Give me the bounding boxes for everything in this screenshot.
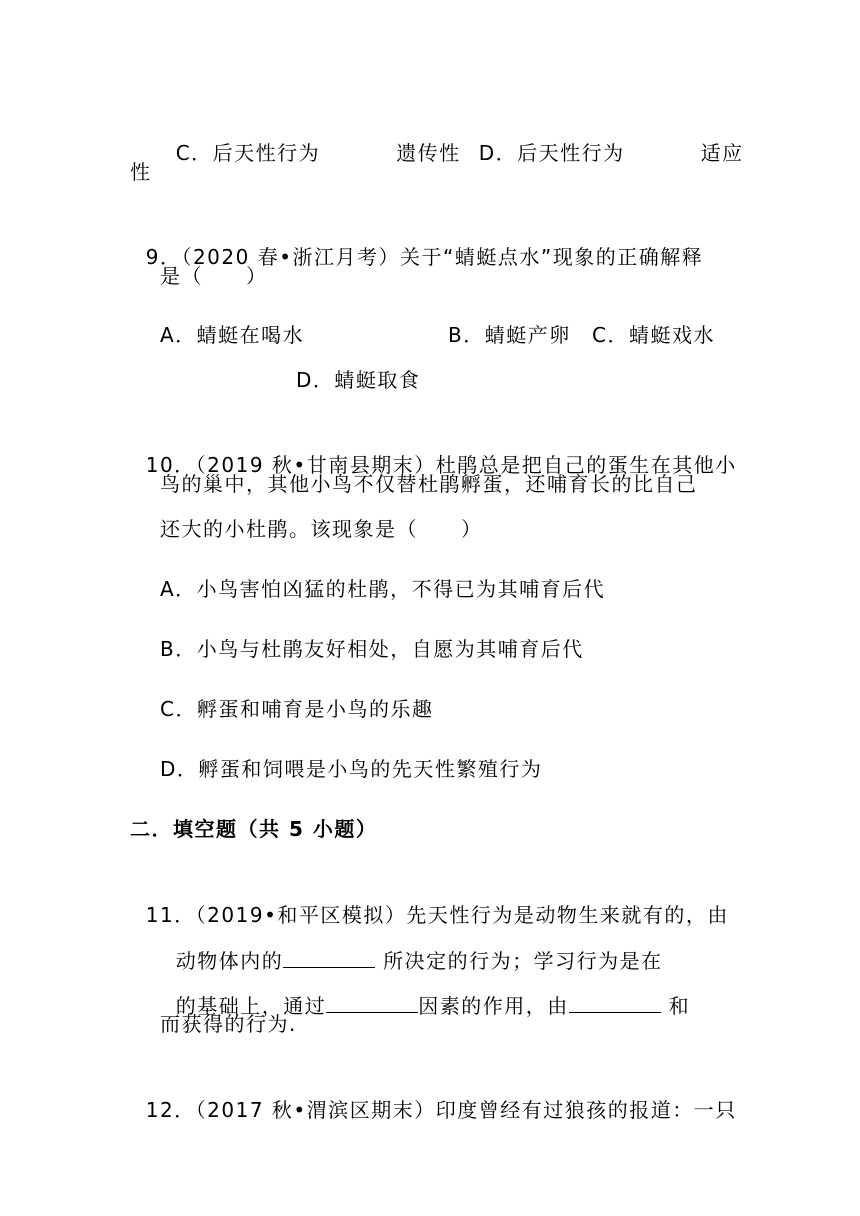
q10-option-a: A．小鸟害怕凶猛的杜鹃，不得已为其哺育后代 xyxy=(160,577,606,601)
q9-number: 9． xyxy=(145,245,182,269)
q9-option-a: A．蜻蜓在喝水 xyxy=(160,323,305,347)
q9-option-c: C．蜻蜓戏水 xyxy=(592,323,715,347)
q11-number: 11． xyxy=(145,903,196,927)
section-2-title: 二．填空题（共 5 小题） xyxy=(130,817,378,841)
q12-stem: 印度曾经有过狼孩的报道：一只 xyxy=(435,1098,737,1122)
q10-option-b: B．小鸟与杜鹃友好相处，自愿为其哺育后代 xyxy=(160,637,584,661)
q11-stem: 先天性行为是动物生来就有的，由 xyxy=(406,903,729,927)
q10-stem-line-3: 还大的小杜鹃。该现象是（ ） xyxy=(160,517,483,541)
q11-blank-2[interactable] xyxy=(326,992,418,1013)
q10-option-d: D．孵蛋和饲喂是小鸟的先天性繁殖行为 xyxy=(160,757,543,781)
q8-option-d-wrap: 性 xyxy=(130,160,152,184)
q10-number: 10． xyxy=(145,453,196,477)
q12-source: （2017 秋•渭滨区期末） xyxy=(195,1098,436,1122)
q11-blank-3[interactable] xyxy=(569,992,661,1013)
q11-stem-2a: 动物体内的 xyxy=(175,949,284,973)
q8-option-c-label: C．后天性行为 xyxy=(175,141,321,165)
q11-blank-1[interactable] xyxy=(283,947,375,968)
q11-stem-2b: 所决定的行为；学习行为是在 xyxy=(375,949,663,973)
q9-option-d: D．蜻蜓取食 xyxy=(296,368,421,392)
q8-option-d xyxy=(463,114,744,166)
q11-stem-3a: 的基础上，通过 xyxy=(175,994,327,1018)
q11-stem-3c: 和 xyxy=(660,994,691,1018)
q8-option-d-value: 适应 xyxy=(700,141,744,165)
q8-option-d-label: D．后天性行为 xyxy=(478,141,625,165)
q8-option-c-value: 遗传性 xyxy=(396,141,461,165)
q11-stem-3b: 因素的作用，由 xyxy=(418,994,569,1018)
q12-stem-line-1 xyxy=(130,1071,737,1123)
q9-stem-line-2: 是（ ） xyxy=(160,264,268,288)
q10-source: （2019 秋•甘南县期末） xyxy=(195,453,436,477)
q9-stem: 关于“蜻蜓点水”现象的正确解释 xyxy=(400,245,704,269)
q10-stem: 杜鹃总是把自己的蛋生在其他小 xyxy=(435,453,737,477)
q8-option-c xyxy=(160,114,461,166)
q9-source: （2020 春•浙江月考） xyxy=(181,245,401,269)
q11-source: （2019•和平区模拟） xyxy=(195,903,407,927)
q10-option-c: C．孵蛋和哺育是小鸟的乐趣 xyxy=(160,697,434,721)
q11-stem-line-4: 而获得的行为. xyxy=(160,1012,297,1036)
q12-number: 12． xyxy=(145,1098,196,1122)
q10-stem-line-2: 鸟的巢中，其他小鸟不仅替杜鹃孵蛋，还哺育长的比自己 xyxy=(160,472,698,496)
q9-option-b: B．蜻蜓产卵 xyxy=(448,323,571,347)
